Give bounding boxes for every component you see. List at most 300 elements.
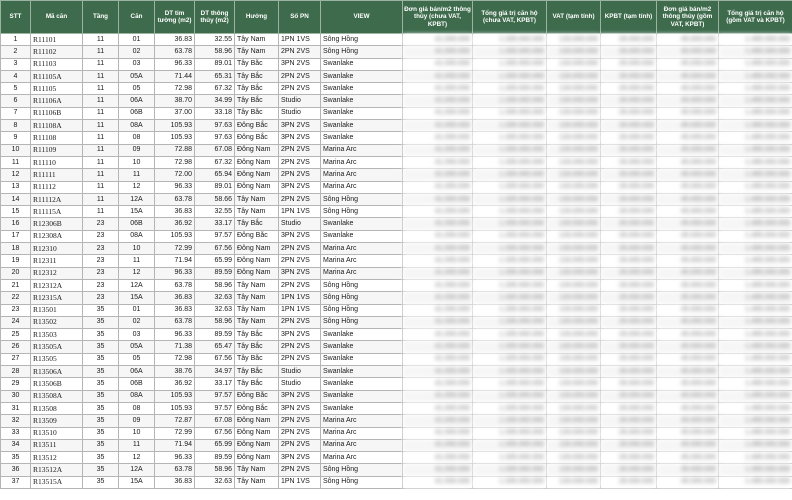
cell-huong: Đông Nam [235,255,279,267]
cell-stt: 16 [1,218,31,230]
table-row [1,439,792,451]
cell-so-pn: 3PN 2VS [279,267,321,279]
cell-view: Marina Arc [321,169,403,181]
cell-ma-can: R11115A [31,206,83,218]
blurred-price-cell: 133.000.000 [547,415,601,427]
blurred-price-cell: 1.495.000.000 [719,279,792,291]
blurred-price-cell: 1.335.000.000 [473,70,547,82]
cell-ma-can: R12315A [31,292,83,304]
cell-dt-tim-tuong: 72.00 [155,169,195,181]
cell-so-pn: 2PN 2VS [279,193,321,205]
blurred-price-cell: 133.000.000 [547,107,601,119]
cell-view: Swanlake [321,366,403,378]
blurred-price-cell: 41.000.000 [403,181,473,193]
blurred-price-cell: 41.000.000 [403,46,473,58]
cell-can: 11 [119,255,155,267]
cell-dt-tim-tuong: 72.99 [155,427,195,439]
cell-ma-can: R13515A [31,476,83,488]
blurred-price-cell: 1.335.000.000 [473,378,547,390]
blurred-price-cell: 45.000.000 [657,144,719,156]
cell-huong: Tây Bắc [235,107,279,119]
blurred-price-cell: 41.000.000 [403,353,473,365]
cell-so-pn: 2PN 2VS [279,341,321,353]
cell-dt-thong-thuy: 65.99 [195,255,235,267]
table-row [1,464,792,476]
cell-stt: 7 [1,107,31,119]
blurred-price-cell: 1.495.000.000 [719,58,792,70]
cell-view: Sông Hồng [321,476,403,488]
cell-tang: 11 [83,58,119,70]
cell-ma-can: R13506A [31,366,83,378]
cell-stt: 8 [1,120,31,132]
blurred-price-cell: 133.000.000 [547,206,601,218]
blurred-price-cell: 1.495.000.000 [719,464,792,476]
blurred-price-cell: 41.000.000 [403,292,473,304]
cell-stt: 27 [1,353,31,365]
cell-so-pn: 3PN 2VS [279,230,321,242]
cell-tang: 35 [83,402,119,414]
cell-dt-thong-thuy: 58.96 [195,279,235,291]
cell-dt-thong-thuy: 97.57 [195,230,235,242]
cell-huong: Tây Bắc [235,95,279,107]
cell-can: 09 [119,144,155,156]
table-row [1,58,792,70]
cell-stt: 26 [1,341,31,353]
cell-tang: 11 [83,95,119,107]
blurred-price-cell: 41.000.000 [403,193,473,205]
cell-view: Marina Arc [321,144,403,156]
cell-tang: 11 [83,144,119,156]
blurred-price-cell: 45.000.000 [657,378,719,390]
cell-dt-tim-tuong: 36.92 [155,218,195,230]
cell-can: 12A [119,193,155,205]
cell-view: Swanlake [321,70,403,82]
blurred-price-cell: 1.335.000.000 [473,46,547,58]
blurred-price-cell: 26.000.000 [601,95,657,107]
cell-so-pn: 1PN 1VS [279,304,321,316]
blurred-price-cell: 1.495.000.000 [719,156,792,168]
blurred-price-cell: 45.000.000 [657,230,719,242]
cell-can: 12 [119,181,155,193]
blurred-price-cell: 133.000.000 [547,218,601,230]
cell-stt: 14 [1,193,31,205]
header-huong: Hướng [235,1,279,34]
cell-dt-thong-thuy: 33.17 [195,378,235,390]
blurred-price-cell: 1.495.000.000 [719,193,792,205]
table-row [1,70,792,82]
cell-stt: 35 [1,452,31,464]
cell-huong: Tây Nam [235,279,279,291]
cell-so-pn: 1PN 1VS [279,34,321,46]
blurred-price-cell: 41.000.000 [403,378,473,390]
blurred-price-cell: 1.335.000.000 [473,193,547,205]
cell-stt: 33 [1,427,31,439]
blurred-price-cell: 1.495.000.000 [719,415,792,427]
blurred-price-cell: 1.495.000.000 [719,267,792,279]
cell-stt: 18 [1,243,31,255]
cell-stt: 36 [1,464,31,476]
cell-huong: Tây Bắc [235,83,279,95]
cell-dt-thong-thuy: 32.63 [195,476,235,488]
table-row [1,353,792,365]
cell-huong: Đông Nam [235,452,279,464]
blurred-price-cell: 1.335.000.000 [473,415,547,427]
header-ma-can: Mã căn [31,1,83,34]
blurred-price-cell: 1.495.000.000 [719,206,792,218]
cell-tang: 23 [83,279,119,291]
cell-huong: Tây Nam [235,316,279,328]
blurred-price-cell: 26.000.000 [601,70,657,82]
cell-view: Marina Arc [321,156,403,168]
blurred-price-cell: 133.000.000 [547,329,601,341]
table-row [1,255,792,267]
blurred-price-cell: 45.000.000 [657,439,719,451]
cell-view: Swanlake [321,230,403,242]
cell-so-pn: 3PN 2VS [279,402,321,414]
cell-huong: Đông Bắc [235,230,279,242]
blurred-price-cell: 1.335.000.000 [473,476,547,488]
cell-stt: 34 [1,439,31,451]
blurred-price-cell: 1.335.000.000 [473,58,547,70]
blurred-price-cell: 1.335.000.000 [473,34,547,46]
cell-dt-thong-thuy: 65.47 [195,341,235,353]
blurred-price-cell: 1.335.000.000 [473,427,547,439]
cell-so-pn: Studio [279,95,321,107]
cell-stt: 19 [1,255,31,267]
blurred-price-cell: 41.000.000 [403,107,473,119]
cell-stt: 12 [1,169,31,181]
cell-so-pn: 2PN 2VS [279,169,321,181]
blurred-price-cell: 133.000.000 [547,46,601,58]
blurred-price-cell: 45.000.000 [657,95,719,107]
blurred-price-cell: 1.495.000.000 [719,95,792,107]
table-row [1,341,792,353]
blurred-price-cell: 1.335.000.000 [473,292,547,304]
blurred-price-cell: 45.000.000 [657,107,719,119]
table-row [1,243,792,255]
cell-can: 08 [119,402,155,414]
cell-dt-tim-tuong: 105.93 [155,402,195,414]
cell-tang: 11 [83,107,119,119]
blurred-price-cell: 26.000.000 [601,415,657,427]
cell-ma-can: R13512 [31,452,83,464]
cell-ma-can: R11109 [31,144,83,156]
blurred-price-cell: 41.000.000 [403,70,473,82]
blurred-price-cell: 26.000.000 [601,452,657,464]
cell-so-pn: 3PN 2VS [279,132,321,144]
blurred-price-cell: 1.335.000.000 [473,83,547,95]
blurred-price-cell: 41.000.000 [403,243,473,255]
cell-huong: Đông Nam [235,144,279,156]
blurred-price-cell: 26.000.000 [601,378,657,390]
blurred-price-cell: 1.335.000.000 [473,439,547,451]
table-row [1,83,792,95]
cell-dt-thong-thuy: 58.66 [195,193,235,205]
cell-so-pn: 2PN 2VS [279,243,321,255]
blurred-price-cell: 41.000.000 [403,476,473,488]
blurred-price-cell: 41.000.000 [403,218,473,230]
cell-tang: 35 [83,316,119,328]
cell-can: 10 [119,243,155,255]
blurred-price-cell: 45.000.000 [657,390,719,402]
blurred-price-cell: 26.000.000 [601,353,657,365]
cell-so-pn: 2PN 2VS [279,255,321,267]
cell-dt-tim-tuong: 72.98 [155,83,195,95]
cell-can: 11 [119,439,155,451]
cell-stt: 37 [1,476,31,488]
blurred-price-cell: 1.495.000.000 [719,144,792,156]
cell-dt-thong-thuy: 97.57 [195,390,235,402]
blurred-price-cell: 26.000.000 [601,169,657,181]
table-row [1,476,792,488]
blurred-price-cell: 1.495.000.000 [719,132,792,144]
blurred-price-cell: 26.000.000 [601,255,657,267]
cell-can: 09 [119,415,155,427]
table-row [1,46,792,58]
cell-stt: 21 [1,279,31,291]
blurred-price-cell: 1.335.000.000 [473,402,547,414]
cell-tang: 35 [83,415,119,427]
cell-so-pn: 2PN 2VS [279,156,321,168]
blurred-price-cell: 26.000.000 [601,144,657,156]
cell-view: Marina Arc [321,267,403,279]
cell-ma-can: R11111 [31,169,83,181]
blurred-price-cell: 26.000.000 [601,107,657,119]
cell-so-pn: 2PN 2VS [279,464,321,476]
cell-view: Sông Hồng [321,193,403,205]
cell-can: 08A [119,230,155,242]
cell-so-pn: 3PN 2VS [279,390,321,402]
cell-view: Swanlake [321,353,403,365]
table-row [1,206,792,218]
blurred-price-cell: 45.000.000 [657,353,719,365]
cell-view: Swanlake [321,329,403,341]
cell-dt-tim-tuong: 96.33 [155,329,195,341]
header-tong-gia-gom-vat: Tổng giá trị căn hộ (gồm VAT và KPBT) [719,1,792,34]
cell-ma-can: R11112 [31,181,83,193]
cell-ma-can: R13508A [31,390,83,402]
table-row [1,144,792,156]
cell-tang: 35 [83,427,119,439]
cell-huong: Tây Bắc [235,353,279,365]
cell-so-pn: 2PN 2VS [279,316,321,328]
blurred-price-cell: 1.335.000.000 [473,304,547,316]
blurred-price-cell: 26.000.000 [601,279,657,291]
cell-so-pn: 2PN 2VS [279,70,321,82]
blurred-price-cell: 133.000.000 [547,230,601,242]
cell-dt-tim-tuong: 105.93 [155,390,195,402]
blurred-price-cell: 41.000.000 [403,132,473,144]
cell-stt: 20 [1,267,31,279]
blurred-price-cell: 133.000.000 [547,144,601,156]
cell-huong: Tây Nam [235,46,279,58]
blurred-price-cell: 41.000.000 [403,464,473,476]
cell-can: 15A [119,476,155,488]
cell-ma-can: R13506B [31,378,83,390]
cell-view: Marina Arc [321,439,403,451]
cell-stt: 1 [1,34,31,46]
blurred-price-cell: 45.000.000 [657,304,719,316]
blurred-price-cell: 133.000.000 [547,156,601,168]
cell-dt-thong-thuy: 34.97 [195,366,235,378]
cell-so-pn: 3PN 2VS [279,58,321,70]
cell-stt: 31 [1,402,31,414]
blurred-price-cell: 45.000.000 [657,452,719,464]
cell-stt: 6 [1,95,31,107]
blurred-price-cell: 45.000.000 [657,267,719,279]
table-row [1,316,792,328]
blurred-price-cell: 1.495.000.000 [719,120,792,132]
blurred-price-cell: 26.000.000 [601,341,657,353]
blurred-price-cell: 41.000.000 [403,120,473,132]
cell-dt-tim-tuong: 71.94 [155,439,195,451]
table-row [1,402,792,414]
table-row [1,218,792,230]
blurred-price-cell: 26.000.000 [601,390,657,402]
cell-stt: 25 [1,329,31,341]
blurred-price-cell: 133.000.000 [547,58,601,70]
cell-tang: 35 [83,353,119,365]
blurred-price-cell: 26.000.000 [601,181,657,193]
cell-ma-can: R13505 [31,353,83,365]
cell-tang: 11 [83,169,119,181]
cell-huong: Đông Nam [235,439,279,451]
blurred-price-cell: 1.495.000.000 [719,378,792,390]
cell-dt-tim-tuong: 36.83 [155,206,195,218]
blurred-price-cell: 1.495.000.000 [719,107,792,119]
blurred-price-cell: 1.335.000.000 [473,120,547,132]
table-row [1,193,792,205]
table-row [1,181,792,193]
blurred-price-cell: 133.000.000 [547,402,601,414]
blurred-price-cell: 41.000.000 [403,427,473,439]
cell-huong: Tây Nam [235,476,279,488]
cell-view: Marina Arc [321,255,403,267]
cell-dt-tim-tuong: 72.88 [155,144,195,156]
blurred-price-cell: 133.000.000 [547,316,601,328]
blurred-price-cell: 133.000.000 [547,169,601,181]
cell-huong: Đông Nam [235,169,279,181]
cell-dt-thong-thuy: 97.63 [195,132,235,144]
cell-ma-can: R11108A [31,120,83,132]
cell-view: Marina Arc [321,181,403,193]
cell-so-pn: Studio [279,378,321,390]
blurred-price-cell: 1.335.000.000 [473,464,547,476]
cell-can: 02 [119,316,155,328]
cell-can: 05A [119,341,155,353]
blurred-price-cell: 26.000.000 [601,329,657,341]
cell-ma-can: R11108 [31,132,83,144]
cell-huong: Tây Nam [235,34,279,46]
blurred-price-cell: 45.000.000 [657,464,719,476]
cell-view: Marina Arc [321,415,403,427]
cell-dt-tim-tuong: 72.87 [155,415,195,427]
blurred-price-cell: 133.000.000 [547,243,601,255]
cell-so-pn: 2PN 2VS [279,353,321,365]
blurred-price-cell: 41.000.000 [403,341,473,353]
cell-ma-can: R11105 [31,83,83,95]
blurred-price-cell: 26.000.000 [601,267,657,279]
blurred-price-cell: 1.495.000.000 [719,439,792,451]
table-row [1,230,792,242]
cell-dt-thong-thuy: 58.96 [195,316,235,328]
blurred-price-cell: 133.000.000 [547,193,601,205]
cell-huong: Đông Nam [235,243,279,255]
cell-dt-tim-tuong: 96.33 [155,181,195,193]
blurred-price-cell: 45.000.000 [657,156,719,168]
blurred-price-cell: 133.000.000 [547,83,601,95]
blurred-price-cell: 41.000.000 [403,144,473,156]
cell-tang: 35 [83,378,119,390]
cell-dt-thong-thuy: 32.55 [195,206,235,218]
cell-tang: 35 [83,366,119,378]
cell-stt: 29 [1,378,31,390]
blurred-price-cell: 1.495.000.000 [719,255,792,267]
cell-huong: Tây Bắc [235,378,279,390]
cell-so-pn: 2PN 2VS [279,144,321,156]
cell-dt-thong-thuy: 65.94 [195,169,235,181]
table-row [1,366,792,378]
cell-so-pn: 2PN 2VS [279,83,321,95]
blurred-price-cell: 1.495.000.000 [719,230,792,242]
cell-dt-tim-tuong: 63.78 [155,316,195,328]
header-view: VIEW [321,1,403,34]
blurred-price-cell: 26.000.000 [601,316,657,328]
blurred-price-cell: 1.495.000.000 [719,304,792,316]
cell-dt-tim-tuong: 37.00 [155,107,195,119]
cell-dt-thong-thuy: 67.08 [195,144,235,156]
table-row [1,169,792,181]
cell-dt-tim-tuong: 36.83 [155,34,195,46]
cell-can: 15A [119,292,155,304]
blurred-price-cell: 41.000.000 [403,366,473,378]
blurred-price-cell: 41.000.000 [403,58,473,70]
blurred-price-cell: 45.000.000 [657,255,719,267]
blurred-price-cell: 1.335.000.000 [473,353,547,365]
table-row [1,95,792,107]
table-row [1,292,792,304]
cell-view: Swanlake [321,378,403,390]
cell-view: Swanlake [321,402,403,414]
cell-dt-tim-tuong: 63.78 [155,46,195,58]
blurred-price-cell: 1.335.000.000 [473,267,547,279]
blurred-price-cell: 1.335.000.000 [473,181,547,193]
cell-tang: 23 [83,255,119,267]
cell-view: Swanlake [321,83,403,95]
cell-dt-thong-thuy: 65.99 [195,439,235,451]
blurred-price-cell: 41.000.000 [403,95,473,107]
cell-tang: 35 [83,476,119,488]
cell-ma-can: R11105A [31,70,83,82]
cell-dt-tim-tuong: 63.78 [155,193,195,205]
cell-view: Swanlake [321,120,403,132]
cell-dt-thong-thuy: 89.59 [195,329,235,341]
blurred-price-cell: 133.000.000 [547,378,601,390]
cell-can: 06A [119,366,155,378]
cell-tang: 11 [83,193,119,205]
blurred-price-cell: 1.495.000.000 [719,353,792,365]
blurred-price-cell: 41.000.000 [403,206,473,218]
cell-view: Sông Hồng [321,206,403,218]
cell-dt-tim-tuong: 72.99 [155,243,195,255]
blurred-price-cell: 133.000.000 [547,95,601,107]
cell-ma-can: R13509 [31,415,83,427]
blurred-price-cell: 45.000.000 [657,132,719,144]
blurred-price-cell: 133.000.000 [547,427,601,439]
cell-huong: Tây Bắc [235,341,279,353]
blurred-price-cell: 45.000.000 [657,218,719,230]
blurred-price-cell: 1.335.000.000 [473,243,547,255]
